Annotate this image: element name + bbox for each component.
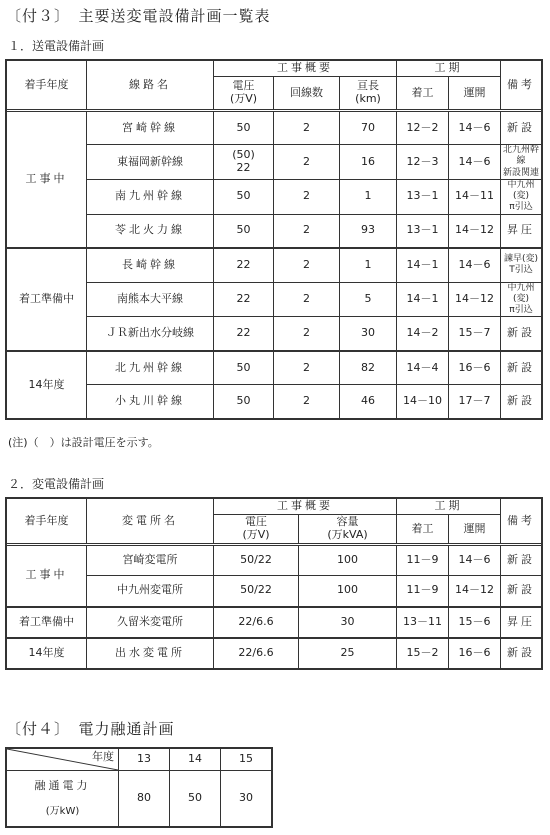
length: 30 (340, 317, 397, 351)
length: 16 (340, 145, 397, 180)
start: 14－10 (397, 385, 449, 419)
remarks: 新設 (501, 545, 542, 576)
header-length: 亘長 (km) (340, 77, 397, 111)
table-row (7, 214, 542, 248)
line-name: 宮崎幹線 (87, 111, 214, 145)
header-operation: 運開 (449, 515, 501, 545)
remarks: 新設 (501, 385, 542, 419)
operation: 16－6 (449, 351, 501, 385)
line-name: ＪＲ新出水分岐線 (87, 317, 214, 351)
header-circuits: 回線数 (274, 77, 340, 111)
group-label: 工事中 (7, 545, 87, 607)
table-row (7, 545, 542, 576)
substation-name: 久留米変電所 (87, 607, 214, 638)
start: 14－4 (397, 351, 449, 385)
value-13: 80 (119, 771, 170, 827)
voltage: 50 (214, 111, 274, 145)
remarks: 諫早(変) T引込 (501, 248, 542, 282)
table-row (7, 248, 542, 282)
start: 13－11 (397, 607, 449, 638)
operation: 15－6 (449, 607, 501, 638)
voltage: 50 (214, 214, 274, 248)
operation: 14－6 (449, 145, 501, 180)
operation: 14－6 (449, 111, 501, 145)
start: 11－9 (397, 576, 449, 607)
capacity: 100 (299, 545, 397, 576)
section1-title: １．送電設備計画 (8, 39, 105, 53)
capacity: 30 (299, 607, 397, 638)
substation-name: 宮崎変電所 (87, 545, 214, 576)
header-voltage: 電圧 (万V) (214, 515, 299, 545)
substation-plan-table (6, 498, 542, 669)
operation: 14－12 (449, 576, 501, 607)
group-label: 14年度 (7, 638, 87, 669)
interchange-label: 融通電力 (万kW) (7, 771, 119, 827)
line-name: 北九州幹線 (87, 351, 214, 385)
circuits: 2 (274, 282, 340, 317)
table-row (7, 282, 542, 317)
header-start-year: 着手年度 (7, 61, 87, 111)
remarks: 昇圧 (501, 607, 542, 638)
circuits: 2 (274, 179, 340, 214)
year-label: 年度 (92, 750, 114, 763)
year-header-cell (7, 749, 119, 771)
header-operation: 運開 (449, 77, 501, 111)
appendix3-title: 〔付３〕 主要送変電設備計画一覧表 (6, 7, 271, 25)
voltage: 22 (214, 317, 274, 351)
voltage: 50 (214, 179, 274, 214)
table-row (7, 638, 542, 669)
voltage: (50) 22 (214, 145, 274, 180)
remarks: 新設 (501, 576, 542, 607)
voltage: 50 (214, 385, 274, 419)
circuits: 2 (274, 317, 340, 351)
start: 14－1 (397, 282, 449, 317)
header-overview: 工事概要 (214, 499, 397, 515)
voltage: 50/22 (214, 576, 299, 607)
header-start: 着工 (397, 77, 449, 111)
section1-note: (注)（ ）は設計電圧を示す。 (8, 436, 159, 449)
remarks: 北九州幹線 新設関連 (501, 145, 542, 180)
header-voltage: 電圧 (万V) (214, 77, 274, 111)
length: 46 (340, 385, 397, 419)
appendix4-title: 〔付４〕 電力融通計画 (6, 720, 175, 738)
length: 82 (340, 351, 397, 385)
start: 14－2 (397, 317, 449, 351)
start: 15－2 (397, 638, 449, 669)
start: 13－1 (397, 214, 449, 248)
operation: 16－6 (449, 638, 501, 669)
circuits: 2 (274, 145, 340, 180)
year-14: 14 (170, 749, 221, 771)
header-remarks: 備考 (501, 61, 542, 111)
table-row (7, 111, 542, 145)
remarks: 新設 (501, 351, 542, 385)
substation-name: 中九州変電所 (87, 576, 214, 607)
capacity: 100 (299, 576, 397, 607)
value-15: 30 (221, 771, 272, 827)
voltage: 22 (214, 282, 274, 317)
operation: 14－12 (449, 282, 501, 317)
line-name: 小丸川幹線 (87, 385, 214, 419)
capacity: 25 (299, 638, 397, 669)
voltage: 22/6.6 (214, 607, 299, 638)
header-period: 工期 (397, 499, 501, 515)
header-period: 工期 (397, 61, 501, 77)
year-15: 15 (221, 749, 272, 771)
header-capacity: 容量 (万kVA) (299, 515, 397, 545)
line-name: 南熊本大平線 (87, 282, 214, 317)
voltage: 22 (214, 248, 274, 282)
remarks: 中九州(変) π引込 (501, 282, 542, 317)
start: 12－3 (397, 145, 449, 180)
length: 93 (340, 214, 397, 248)
length: 70 (340, 111, 397, 145)
table-row (7, 351, 542, 385)
group-label: 着工準備中 (7, 607, 87, 638)
remarks: 中九州(変) π引込 (501, 179, 542, 214)
start: 12－2 (397, 111, 449, 145)
length: 1 (340, 248, 397, 282)
remarks: 新設 (501, 638, 542, 669)
header-overview: 工事概要 (214, 61, 397, 77)
table-row (7, 607, 542, 638)
section2-title: ２．変電設備計画 (8, 477, 105, 491)
line-name: 東福岡新幹線 (87, 145, 214, 180)
circuits: 2 (274, 111, 340, 145)
table-row (7, 385, 542, 419)
length: 5 (340, 282, 397, 317)
operation: 17－7 (449, 385, 501, 419)
operation: 14－12 (449, 214, 501, 248)
transmission-plan-table (6, 60, 542, 419)
table-row (7, 145, 542, 180)
operation: 14－6 (449, 248, 501, 282)
power-interchange-table (6, 748, 272, 827)
start: 14－1 (397, 248, 449, 282)
line-name: 長崎幹線 (87, 248, 214, 282)
header-line-name: 線路名 (87, 61, 214, 111)
value-14: 50 (170, 771, 221, 827)
remarks: 新設 (501, 111, 542, 145)
circuits: 2 (274, 214, 340, 248)
line-name: 苓北火力線 (87, 214, 214, 248)
circuits: 2 (274, 248, 340, 282)
header-substation-name: 変電所名 (87, 499, 214, 545)
remarks: 昇圧 (501, 214, 542, 248)
group-label: 着工準備中 (7, 248, 87, 351)
group-label: 14年度 (7, 351, 87, 419)
start: 13－1 (397, 179, 449, 214)
header-start-year: 着手年度 (7, 499, 87, 545)
substation-name: 出水変電所 (87, 638, 214, 669)
remarks: 新設 (501, 317, 542, 351)
group-label: 工事中 (7, 111, 87, 249)
length: 1 (340, 179, 397, 214)
table-row (7, 179, 542, 214)
circuits: 2 (274, 351, 340, 385)
voltage: 22/6.6 (214, 638, 299, 669)
voltage: 50 (214, 351, 274, 385)
table-row (7, 317, 542, 351)
table-row (7, 576, 542, 607)
operation: 14－6 (449, 545, 501, 576)
year-13: 13 (119, 749, 170, 771)
header-start: 着工 (397, 515, 449, 545)
start: 11－9 (397, 545, 449, 576)
operation: 14－11 (449, 179, 501, 214)
operation: 15－7 (449, 317, 501, 351)
voltage: 50/22 (214, 545, 299, 576)
header-remarks: 備考 (501, 499, 542, 545)
circuits: 2 (274, 385, 340, 419)
line-name: 南九州幹線 (87, 179, 214, 214)
